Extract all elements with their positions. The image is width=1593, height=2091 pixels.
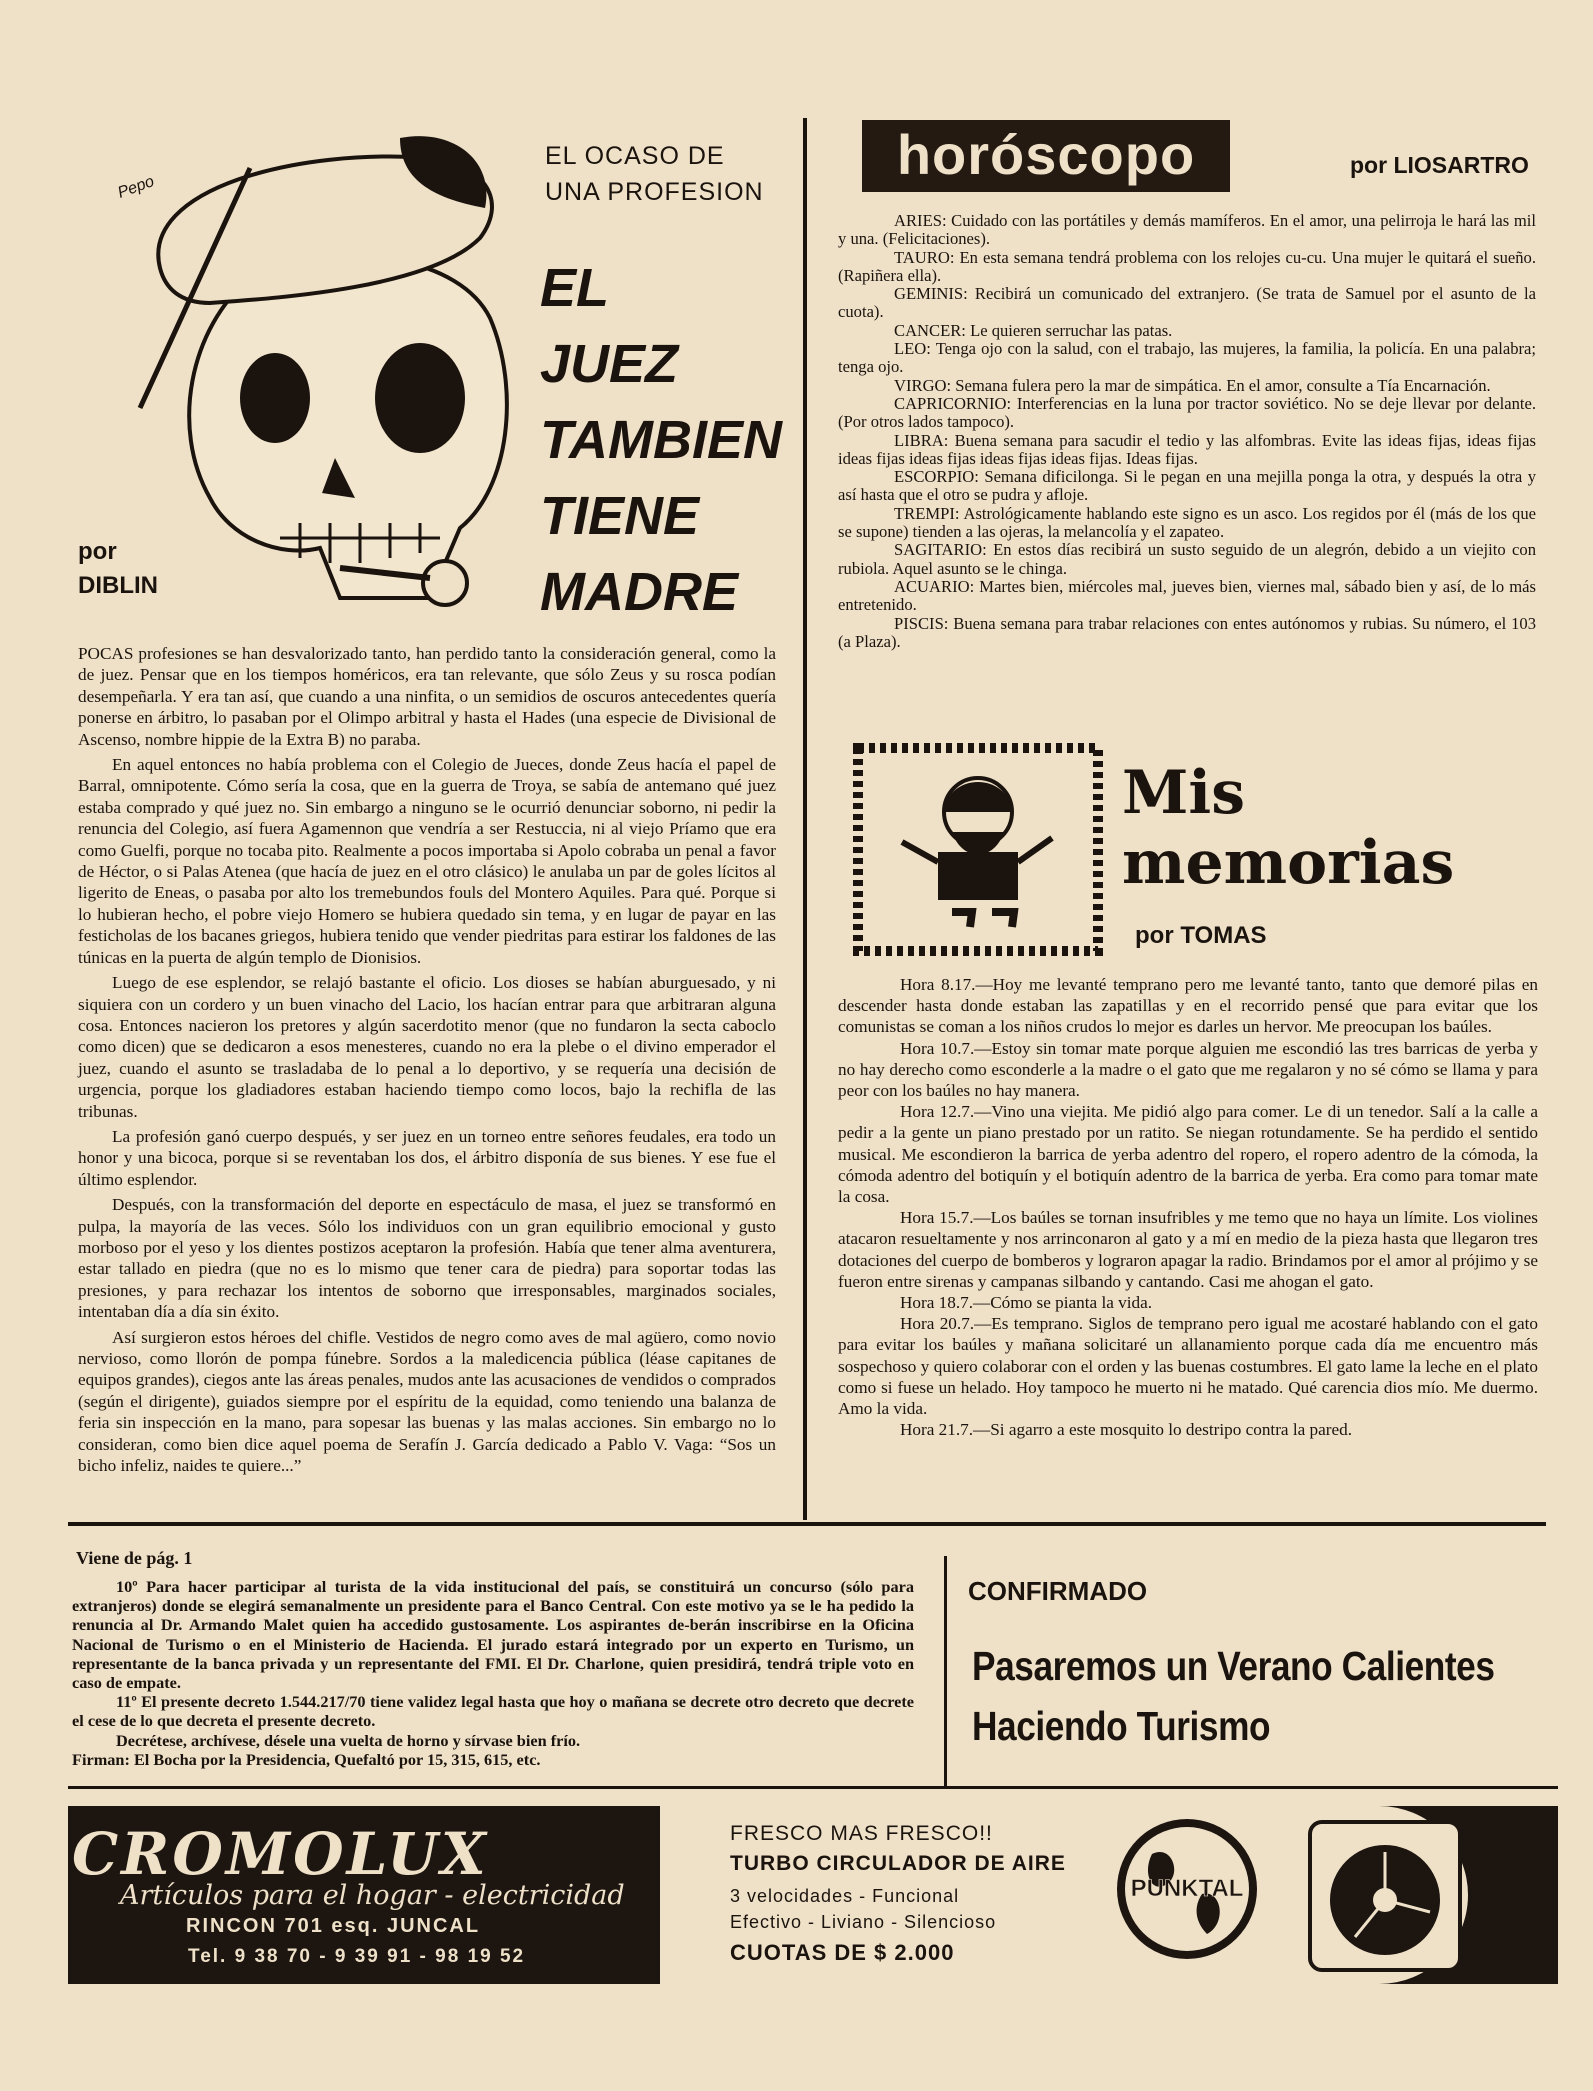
continued-paragraph: 11º El presente decreto 1.544.217/70 tiene validez legal hasta que hoy o mañana se decrete otro decreto que decrete el cese de lo que decreta el presente decreto. (72, 1692, 914, 1731)
horoscope-entry: CAPRICORNIO: Interferencias en la luna por tractor soviético. No se deje llevar por delante. (Por otros lados tampoco). (838, 393, 1536, 432)
article-paragraph: Luego de ese esplendor, se relajó bastante el oficio. Los dioses se habían aburguesado, y ni siquiera con un cordero y un buen vinacho del Lacio, los hacían entrar para que arbitraran alguna cosa. Entonces nacieron los pretores y algún sacerdotito menor (que no fundaron la secta caboclo como dicen) que se dedicaron a esos menesteres, cuando no era la plebe o el divino emperador el juez, cuando el asunto se trasladaba de lo penal a lo deportivo, y se requería una decisión de urgencia, porque los gladiadores estaban haciendo tiempo como locos, bajo la rechifla de las tribunas. (78, 973, 776, 1121)
memorias-entry: Hora 12.7.—Vino una viejita. Me pidió algo para comer. Le di un tenedor. Salí a la calle a pedir a la gente un piano prestado por un ratito. Se niegan rotundamente. Se ha perdido el sentido musical. Me escondieron la barrica de yerba adentro del ropero, el ropero adentro de la cómoda, la cómoda adentro del botiquín y el botiquín adentro de la barrica de yerba. Era como para tomar mate la cosa. (838, 1102, 1538, 1207)
ad-product: TURBO CIRCULADOR DE AIRE (730, 1852, 1066, 1875)
kicker-line: UNA PROFESION (545, 178, 764, 206)
memorias-title (1122, 758, 1454, 898)
article-paragraph: POCAS profesiones se han desvalorizado tanto, han perdido tanto la consideración general, como la de juez. Pensar que en los tiempos homéricos, era tan relevante, que sólo Zeus y su rosca podían desempeñarla. Y era tan así, que cuando a una ninfita, o un semidios de oscuros antecedentes quería ponerse en árbitro, lo pasaban por el Olimpo arbitral y hasta el Hades (una especie de Divisional de Ascenso, nombre hippie de la Extra B) no paraba. (78, 644, 776, 749)
artist-signature: Pepo (115, 173, 157, 202)
section-divider-top (68, 1522, 1546, 1526)
article-paragraph: Después, con la transformación del deporte en espectáculo de masa, el juez se transformó en pulpa, la mayoría de las veces. Sólo los individuos con un gran equilibrio emocional y gusto morboso por el yeso y los dientes postizos aceptaron la profesión. Había que tener alma aventurera, estar tallado en piedra (que no es lo mismo que tener cara de piedra) para soportar todas las presiones, y para rechazar los intentos de soborno que irresponsables, marginados sociales, intentaban día a día sin éxito. (78, 1195, 776, 1322)
ad-address: RINCON 701 esq. JUNCAL (186, 1915, 481, 1937)
byline-por: por (78, 538, 117, 565)
horoscope-entry: ESCORPIO: Semana dificilonga. Si le pegan en una mejilla ponga la otra, y después la otra y así hasta que el otro se pudra y afloje. (838, 467, 1536, 505)
continued-body (72, 1577, 914, 1769)
kicker-line: EL OCASO DE (545, 142, 725, 170)
memorias-title-line: Mis (1122, 758, 1245, 828)
bottom-column-divider (944, 1556, 947, 1788)
byline-author: DIBLIN (78, 572, 158, 599)
column-divider (803, 118, 807, 1520)
memorias-entry: Hora 10.7.—Estoy sin tomar mate porque alguien me escondió las tres barricas de yerba y no hay derecho como esconderle a la madre o el gato que me regalaron y no sé cómo se llama y para peor con los baúles no hay manera. (838, 1038, 1538, 1101)
horoscope-byline: por LIOSARTRO (1350, 152, 1529, 178)
continued-paragraph: Firman: El Bocha por la Presidencia, Quefaltó por 15, 315, 615, etc. (72, 1749, 541, 1769)
article-kicker (545, 138, 764, 210)
section-divider-bottom (68, 1786, 1558, 1789)
horoscope-entry: TREMPI: Astrológicamente hablando este signo es un asco. Los regidos por él (más de los que se supone) tienden a las ojeras, la melancolía y el zapateo. (838, 503, 1536, 542)
ad-phones: Tel. 9 38 70 - 9 39 91 - 98 19 52 (188, 1946, 526, 1967)
continued-heading: Viene de pág. 1 (76, 1548, 193, 1568)
headline-line: TIENE (540, 486, 700, 546)
ad-slogan: FRESCO MAS FRESCO!! (730, 1822, 993, 1845)
memorias-title-line: memorias (1122, 828, 1455, 898)
headline-line: MADRE (540, 562, 738, 622)
horoscope-entry: PISCIS: Buena semana para trabar relaciones con entes autónomos y rubias. Su número, el 103 (a Plaza). (838, 613, 1536, 651)
article-paragraph: La profesión ganó cuerpo después, y ser juez en un torneo entre señores feudales, era todo un honor y una bicoca, porque si se reventaban los dos, el árbitro disponía de sus bienes. Y ese fue el último esplendor. (78, 1126, 776, 1189)
memorias-entry: Hora 21.7.—Si agarro a este mosquito lo destripo contra la pared. (900, 1420, 1353, 1440)
confirmado-headline (972, 1636, 1495, 1756)
headline-line: JUEZ (540, 334, 679, 394)
memorias-byline: por TOMAS (1135, 922, 1267, 949)
memorias-illustration (852, 742, 1104, 957)
memorias-entry: Hora 20.7.—Es temprano. Siglos de temprano pero igual me acostaré hablando con el gato para evitar los baúles y mañana solicitaré un allanamiento porque cada día me encuentro más sospechoso y quiero colaborar con el orden y las buenas costumbres. El gato lame la leche en el plato como si fuese un helado. Hoy tampoco he muerto ni he matado. Qué carencia dios mío. Me duermo. Amo la vida. (838, 1314, 1538, 1419)
memorias-body (838, 974, 1538, 1440)
skull-illustration (100, 128, 525, 628)
horoscope-entry: VIRGO: Semana fulera pero la mar de simpática. En el amor, consulte a Tía Encarnación. (894, 375, 1491, 395)
horoscope-entry: SAGITARIO: En estos días recibirá un susto seguido de un alegrón, debido a un viejito con rubiola. Aquel asunto se le chinga. (838, 540, 1536, 578)
globe-logo-icon (1112, 1814, 1262, 1964)
ad-brand: CROMOLUX (72, 1820, 489, 1888)
ad-tagline: Artículos para el hogar - electricidad (120, 1880, 625, 1911)
horoscope-body (838, 212, 1536, 651)
horoscope-entry: CANCER: Le quieren serruchar las patas. (894, 320, 1173, 340)
article-body (78, 643, 776, 1480)
memorias-entry: Hora 15.7.—Los baúles se tornan insufribles y me temo que no haya un límite. Los violines atacaron resueltamente y nos arrinconaron al gato y a mí en medio de la pieza hasta que llegaron tres dotaciones del cuerpo de bomberos y lograron apagar la radio. Brindamos por el amor al prójimo y se fueron entre sirenas y campanas silbando y cantando. Casi me ahogan el gato. (838, 1208, 1538, 1291)
continued-paragraph: Decrétese, archívese, désele una vuelta de horno y sírvase bien frío. (116, 1730, 581, 1750)
horoscope-entry: LEO: Tenga ojo con la salud, con el trabajo, las mujeres, la familia, la policía. En una palabra; tenga ojo. (838, 339, 1536, 377)
horoscope-entry: ACUARIO: Martes bien, miércoles mal, jueves bien, viernes mal, sábado bien y así, de lo más entretenido. (838, 576, 1536, 615)
horoscope-title: horóscopo (862, 120, 1230, 192)
article-byline (78, 535, 158, 603)
ad-logo-text: PUNKTAL (1130, 1875, 1244, 1902)
memorias-entry: Hora 8.17.—Hoy me levanté temprano pero me levanté tanto, tanto que demoré pilas en descender hasta donde estaban las zapatillas y en el recorrido pensé que para evitar que los comunistas se coman a los niños crudos lo mejor es darles un hervor. Me preocupan los baúles. (838, 975, 1538, 1037)
article-paragraph: En aquel entonces no había problema con el Colegio de Jueces, donde Zeus hacía el papel de Barral, omnipotente. Cómo sería la cosa, que en la guerra de Troya, se sabía de antemano qué juez estaba comprado y qué juez no. Sin embargo a ninguno se le ocurrió denunciar soborno, ni pedir la renuncia del Colegio, así fuera Agamennon que vendría a ser Restuccia, ni al viejo Príamo que era como Guelfi, porque no tocaba pito. Realmente a pocos importaba si Apolo cobraba un penal a favor de Héctor, o si Palas Atenea (que hacía de juez en el otro clásico) le anulaba un par de goles lícitos al ligerito de Eneas, o pasaba por alto los tremebundos fouls del Montero Aquiles. Para qué. Porque si lo hubieran hecho, el pobre viejo Homero se hubiera quedado sin tema, y en lugar de payar en las festicholas de los bacanes griegos, hubiera tenido que vender piedritas para estirar los faldones de las túnicas en la puerta de algún templo de Dionisios. (78, 755, 776, 967)
ad-feature: 3 velocidades - Funcional (730, 1886, 960, 1906)
ad-feature: Efectivo - Liviano - Silencioso (730, 1912, 997, 1932)
confirmado-label: CONFIRMADO (968, 1576, 1148, 1606)
headline-line: EL (540, 258, 610, 318)
confirmado-headline-line: Pasaremos un Verano Calientes (972, 1643, 1495, 1689)
headline-line: TAMBIEN (540, 410, 782, 470)
memorias-entry: Hora 18.7.—Cómo se pianta la vida. (900, 1293, 1153, 1313)
article-paragraph: Así surgieron estos héroes del chifle. Vestidos de negro como aves de mal agüero, como novio nervioso, como llorón de pompa fúnebre. Sordos a la maledicencia pública (léase capitanes de equipos grandes), ciegos ante las áreas penales, mudos ante las acusaciones de vendidos o comprados (según el dirigente), guiados siempre por el espíritu de la equidad, como teniendo una balanza de feria sin inspección en la mano, para sopesar las buenas y las malas acciones. Sin embargo no lo consideran, como bien dice aquel poema de Serafín J. García dedicado a Pablo V. Vaga: “Sos un bicho infeliz, naides te quiere...” (78, 1327, 776, 1476)
horoscope-entry: GEMINIS: Recibirá un comunicado del extranjero. (Se trata de Samuel por el asunto de la cuota). (838, 284, 1536, 322)
fan-product-icon (1300, 1812, 1470, 1980)
continued-paragraph: 10º Para hacer participar al turista de la vida institucional del país, se constituirá un concurso (sólo para extranjeros) donde se elegirá semanalmente un presidente para el Banco Central. Con este motivo ya se le ha pedido la renuncia al Dr. Armando Malet quien ha accedido gustosamente. Los aspirantes de-berán inscribirse en la Oficina Nacional de Turismo o en el Ministerio de Hacienda. El jurado estará integrado por un experto en Turismo, un representante de la banca privada y un representante del FMI. El Dr. Charlone, quien presidirá, tendrá triple voto en caso de empate. (72, 1577, 914, 1693)
confirmado-headline-line: Haciendo Turismo (972, 1703, 1271, 1749)
horoscope-entry: LIBRA: Buena semana para sacudir el tedio y las alfombras. Evite las ideas fijas, ideas fijas ideas fijas ideas fijas ideas fijas ideas fijas. Ideas fijas. (838, 430, 1536, 468)
horoscope-entry: TAURO: En esta semana tendrá problema con los relojes cu-cu. Una mujer le quitará el sueño. (Rapiñera ella). (838, 247, 1536, 285)
article-headline (540, 250, 782, 630)
horoscope-entry: ARIES: Cuidado con las portátiles y demás mamíferos. En el amor, una pelirroja le hará las mil y una. (Felicitaciones). (838, 211, 1536, 249)
ad-price: CUOTAS DE $ 2.000 (730, 1940, 955, 1965)
